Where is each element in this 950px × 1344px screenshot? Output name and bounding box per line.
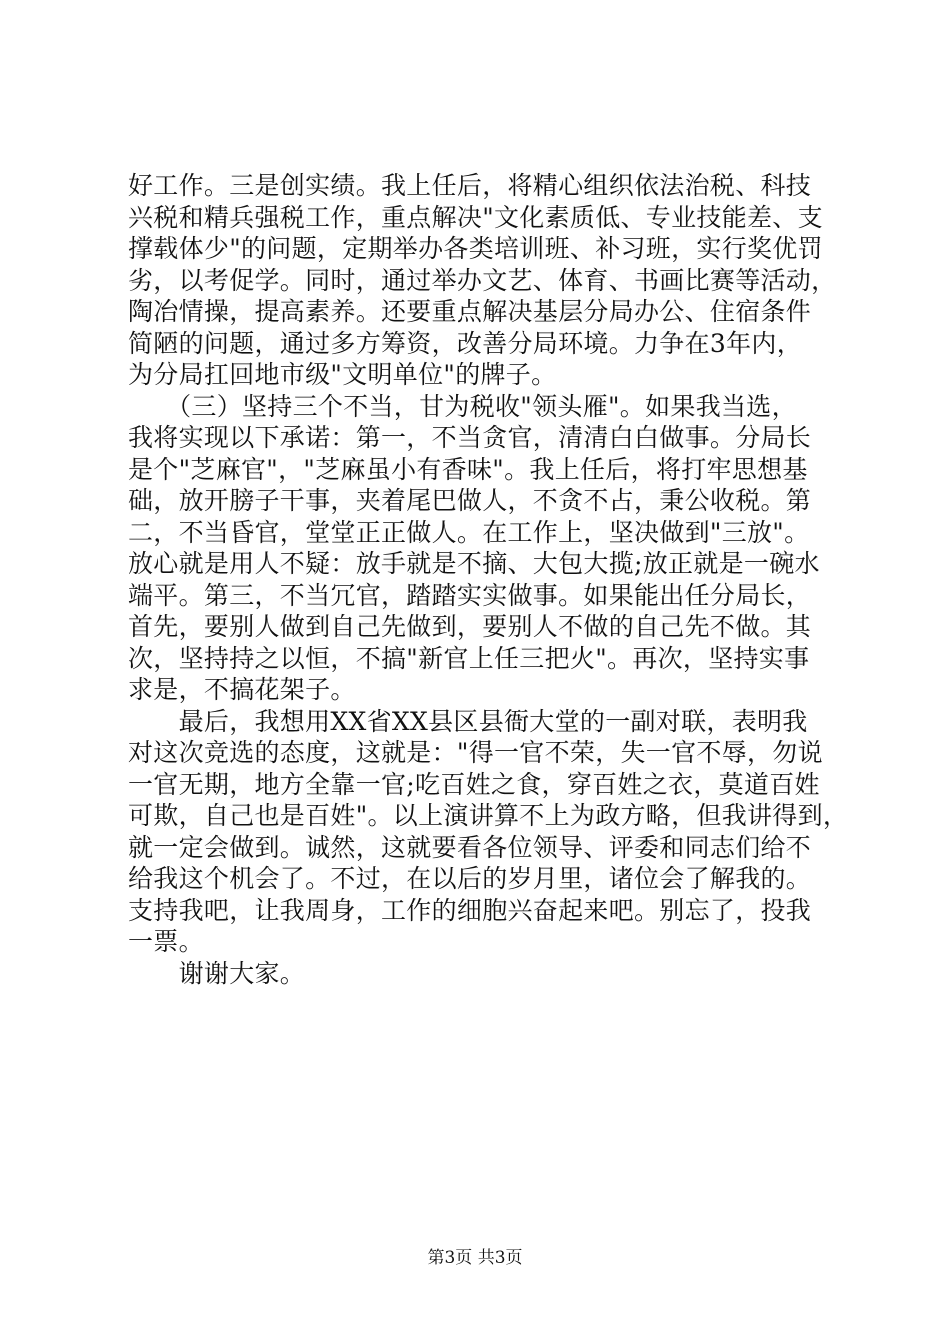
text-line: 是个"芝麻官"，"芝麻虽小有香味"。我上任后，将打牢思想基 (128, 454, 808, 484)
text-line: 求是，不搞花架子。 (128, 675, 356, 704)
text-line: 简陋的问题，通过多方筹资，改善分局环境。力争在3年内， (128, 328, 803, 358)
text-line: 可欺，自己也是百姓"。以上演讲算不上为政方略，但我讲得到， (128, 801, 849, 830)
document-body (128, 170, 849, 989)
text-line: （三）坚持三个不当，甘为税收"领头雁"。如果我当选， (128, 391, 797, 421)
text-line: 二，不当昏官，堂堂正正做人。在工作上，坚决做到"三放"。 (128, 517, 810, 547)
text-line: 给我这个机会了。不过，在以后的岁月里，诸位会了解我的。 (128, 864, 812, 893)
text-line: 首先，要别人做到自己先做到，要别人不做的自己先不做。其 (128, 612, 812, 641)
text-line: 劣，以考促学。同时，通过举办文艺、体育、书画比赛等活动， (128, 265, 837, 295)
text-line: 撑载体少"的问题，定期举办各类培训班、补习班，实行奖优罚 (128, 234, 823, 263)
text-line: 端平。第三，不当冗官，踏踏实实做事。如果能出任分局长， (128, 580, 812, 610)
text-line: 兴税和精兵强税工作，重点解决"文化素质低、专业技能差、支 (128, 202, 823, 232)
text-line: 次，坚持持之以恒，不搞"新官上任三把火"。再次，坚持实事 (128, 643, 810, 673)
text-line: 一票。 (128, 927, 204, 956)
text-line: 就一定会做到。诚然，这就要看各位领导、评委和同志们给不 (128, 832, 812, 862)
text-line: 础，放开膀子干事，夹着尾巴做人，不贪不占，秉公收税。第 (128, 486, 812, 515)
text-line: 谢谢大家。 (128, 958, 306, 988)
text-line: 一官无期，地方全靠一官;吃百姓之食，穿百姓之衣，莫道百姓 (128, 769, 820, 799)
text-line: 最后，我想用XX省XX县区县衙大堂的一副对联，表明我 (128, 706, 808, 736)
text-line: 对这次竞选的态度，这就是："得一官不荣，失一官不辱，勿说 (128, 738, 823, 767)
text-line: 好工作。三是创实绩。我上任后，将精心组织依法治税、科技 (128, 171, 812, 200)
text-line: 支持我吧，让我周身，工作的细胞兴奋起来吧。别忘了，投我 (128, 895, 812, 925)
text-line: 为分局扛回地市级"文明单位"的牌子。 (128, 360, 557, 389)
text-line: 我将实现以下承诺：第一，不当贪官，清清白白做事。分局长 (128, 423, 812, 452)
text-line: 放心就是用人不疑：放手就是不摘、大包大揽;放正就是一碗水 (128, 549, 820, 578)
text-line: 陶冶情操，提高素养。还要重点解决基层分局办公、住宿条件 (128, 297, 812, 326)
page-number-footer: 第3页 共3页 (427, 1248, 523, 1268)
